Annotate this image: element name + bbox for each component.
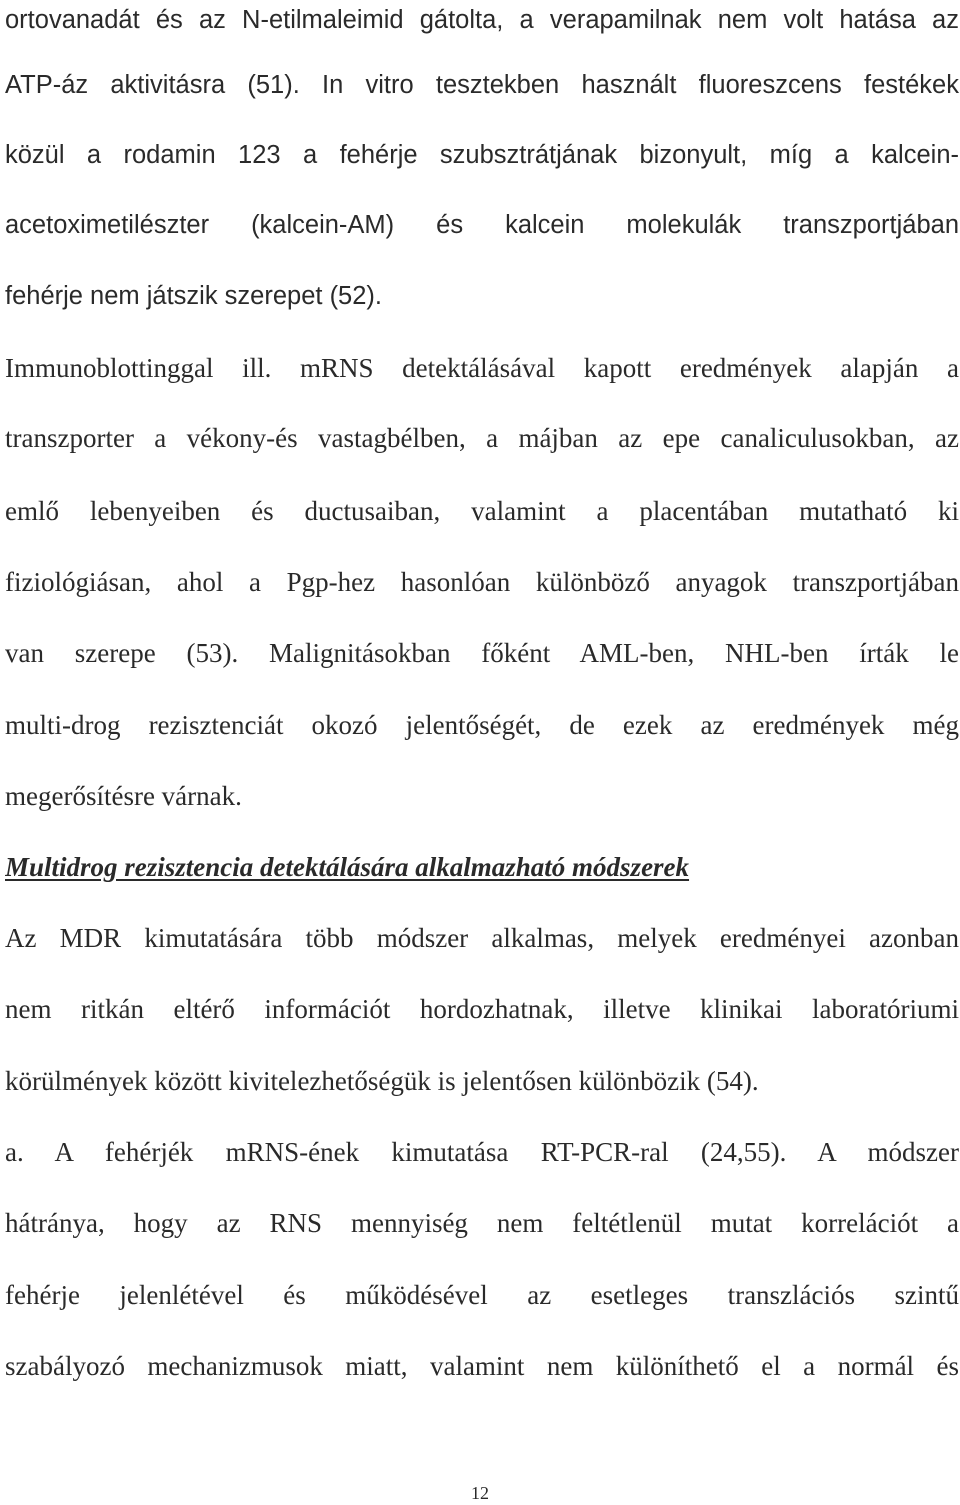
text-line: acetoximetilészter (kalcein-AM) és kalcein molekulák transzportjában bbox=[5, 211, 959, 239]
text-line: ortovanadát és az N-etilmaleimid gátolta, a verapamilnak nem volt hatása az bbox=[5, 6, 959, 34]
text-line: fiziológiásan, ahol a Pgp-hez hasonlóan különböző anyagok transzportjában bbox=[5, 567, 959, 597]
text-line: multi-drog rezisztenciát okozó jelentőségét, de ezek az eredmények még bbox=[5, 710, 959, 740]
text-line: a. A fehérjék mRNS-ének kimutatása RT-PCR-ral (24,55). A módszer bbox=[5, 1137, 959, 1167]
text-line: körülmények között kivitelezhetőségük is jelentősen különbözik (54). bbox=[5, 1066, 759, 1096]
page-number: 12 bbox=[471, 1483, 489, 1503]
text-line: fehérje jelenlétével és működésével az esetleges transzlációs szintű bbox=[5, 1280, 959, 1310]
text-line: közül a rodamin 123 a fehérje szubsztrátjának bizonyult, míg a kalcein- bbox=[5, 141, 959, 169]
text-line: szabályozó mechanizmusok miatt, valamint nem különíthető el a normál és bbox=[5, 1351, 959, 1381]
text-line: transzporter a vékony-és vastagbélben, a májban az epe canaliculusokban, az bbox=[5, 423, 959, 453]
text-line: nem ritkán eltérő információt hordozhatnak, illetve klinikai laboratóriumi bbox=[5, 994, 959, 1024]
text-line: hátránya, hogy az RNS mennyiség nem feltétlenül mutat korrelációt a bbox=[5, 1208, 959, 1238]
text-line: Immunoblottinggal ill. mRNS detektálásával kapott eredmények alapján a bbox=[5, 353, 959, 383]
section-heading: Multidrog rezisztencia detektálására alkalmazható módszerek bbox=[5, 852, 690, 882]
text-line: Az MDR kimutatására több módszer alkalmas, melyek eredményei azonban bbox=[5, 923, 959, 953]
text-line: fehérje nem játszik szerepet (52). bbox=[5, 282, 382, 310]
text-line: van szerepe (53). Malignitásokban főként AML-ben, NHL-ben írták le bbox=[5, 638, 959, 668]
text-line: ATP-áz aktivitásra (51). In vitro tesztekben használt fluoreszcens festékek bbox=[5, 71, 959, 99]
text-line: megerősítésre várnak. bbox=[5, 781, 242, 811]
text-line: emlő lebenyeiben és ductusaiban, valamint a placentában mutatható ki bbox=[5, 496, 959, 526]
document-page bbox=[5, 0, 959, 1504]
